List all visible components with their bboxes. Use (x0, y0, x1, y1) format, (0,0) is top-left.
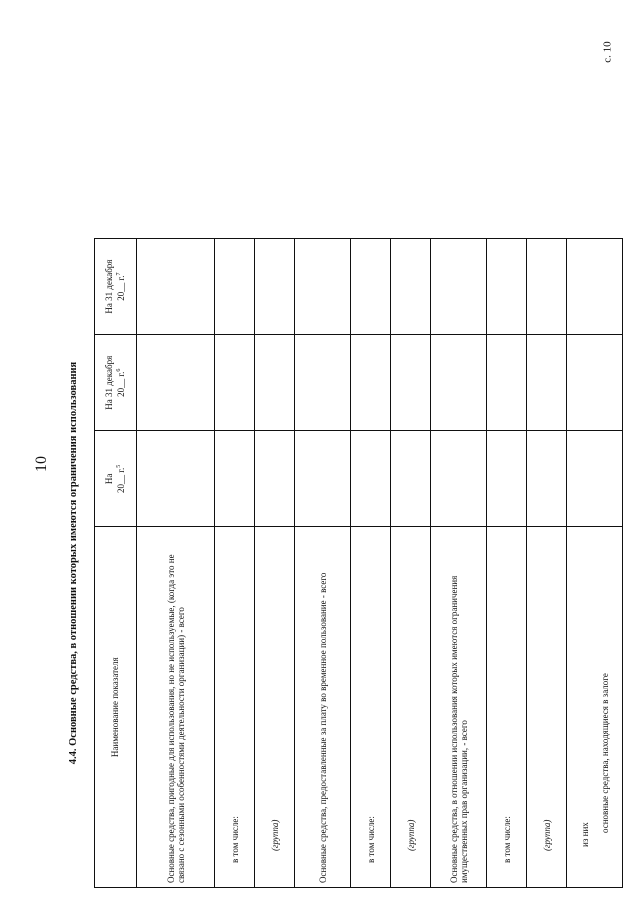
table-row (295, 239, 351, 888)
row-label: основные средства, находящиеся в залоге (599, 673, 610, 833)
value-cell[interactable] (137, 431, 215, 527)
value-cell[interactable] (567, 239, 623, 335)
value-cell[interactable] (487, 239, 527, 335)
row-label: Основные средства, пригодные для использования, но не используемые, (когда это не связано с сезонными особенностями деятельности организации) - всего (137, 527, 215, 888)
value-cell[interactable] (351, 335, 391, 431)
row-label: (группа) (391, 527, 431, 888)
header-col-dec31-b: На 31 декабря 20__ г.$^7$ (95, 239, 137, 335)
value-cell[interactable] (137, 335, 215, 431)
table-row (487, 239, 527, 888)
value-cell[interactable] (255, 431, 295, 527)
value-cell[interactable] (391, 335, 431, 431)
value-cell[interactable] (295, 431, 351, 527)
table-row (567, 239, 623, 888)
value-cell[interactable] (527, 431, 567, 527)
row-label: Основные средства, предоставленные за плату во временное пользование - всего (295, 527, 351, 888)
row-label: из них (579, 822, 590, 847)
value-cell[interactable] (527, 239, 567, 335)
value-cell[interactable] (527, 335, 567, 431)
page-label: с. 10 (601, 41, 614, 63)
table-row (351, 239, 391, 888)
value-cell[interactable] (487, 335, 527, 431)
table-row (527, 239, 567, 888)
section-title: 4.4. Основные средства, в отношении которых имеются ограничения использования (68, 361, 79, 765)
restrictions-table (94, 238, 623, 888)
table-row (255, 239, 295, 888)
table-row (137, 239, 215, 888)
value-cell[interactable] (215, 239, 255, 335)
table-row (391, 239, 431, 888)
row-label: (группа) (255, 527, 295, 888)
header-col-dec31-a: На 31 декабря 20__ г.$^6$ (95, 335, 137, 431)
value-cell[interactable] (487, 431, 527, 527)
table-row (431, 239, 487, 888)
row-label: в том числе: (487, 527, 527, 888)
header-col-start: На 20__ г.$^5$ (95, 431, 137, 527)
table-row (215, 239, 255, 888)
value-cell[interactable] (351, 239, 391, 335)
value-cell[interactable] (351, 431, 391, 527)
value-cell[interactable] (215, 335, 255, 431)
value-cell[interactable] (431, 335, 487, 431)
header-indicator-name: Наименование показателя (95, 527, 137, 888)
row-label: Основные средства, в отношении использования которых имеются ограничения имущественных прав организации, - всего (431, 527, 487, 888)
value-cell[interactable] (137, 239, 215, 335)
row-label: (группа) (527, 527, 567, 888)
value-cell[interactable] (391, 431, 431, 527)
row-label: в том числе: (215, 527, 255, 888)
rotated-content (68, 238, 610, 888)
value-cell[interactable] (255, 239, 295, 335)
value-cell[interactable] (567, 431, 623, 527)
value-cell[interactable] (431, 239, 487, 335)
value-cell[interactable] (567, 335, 623, 431)
value-cell[interactable] (295, 239, 351, 335)
value-cell[interactable] (295, 335, 351, 431)
value-cell[interactable] (431, 431, 487, 527)
row-label-group (567, 527, 623, 888)
table-header-row (95, 239, 137, 888)
value-cell[interactable] (391, 239, 431, 335)
value-cell[interactable] (215, 431, 255, 527)
page-number: 10 (33, 456, 50, 472)
value-cell[interactable] (255, 335, 295, 431)
row-label: в том числе: (351, 527, 391, 888)
